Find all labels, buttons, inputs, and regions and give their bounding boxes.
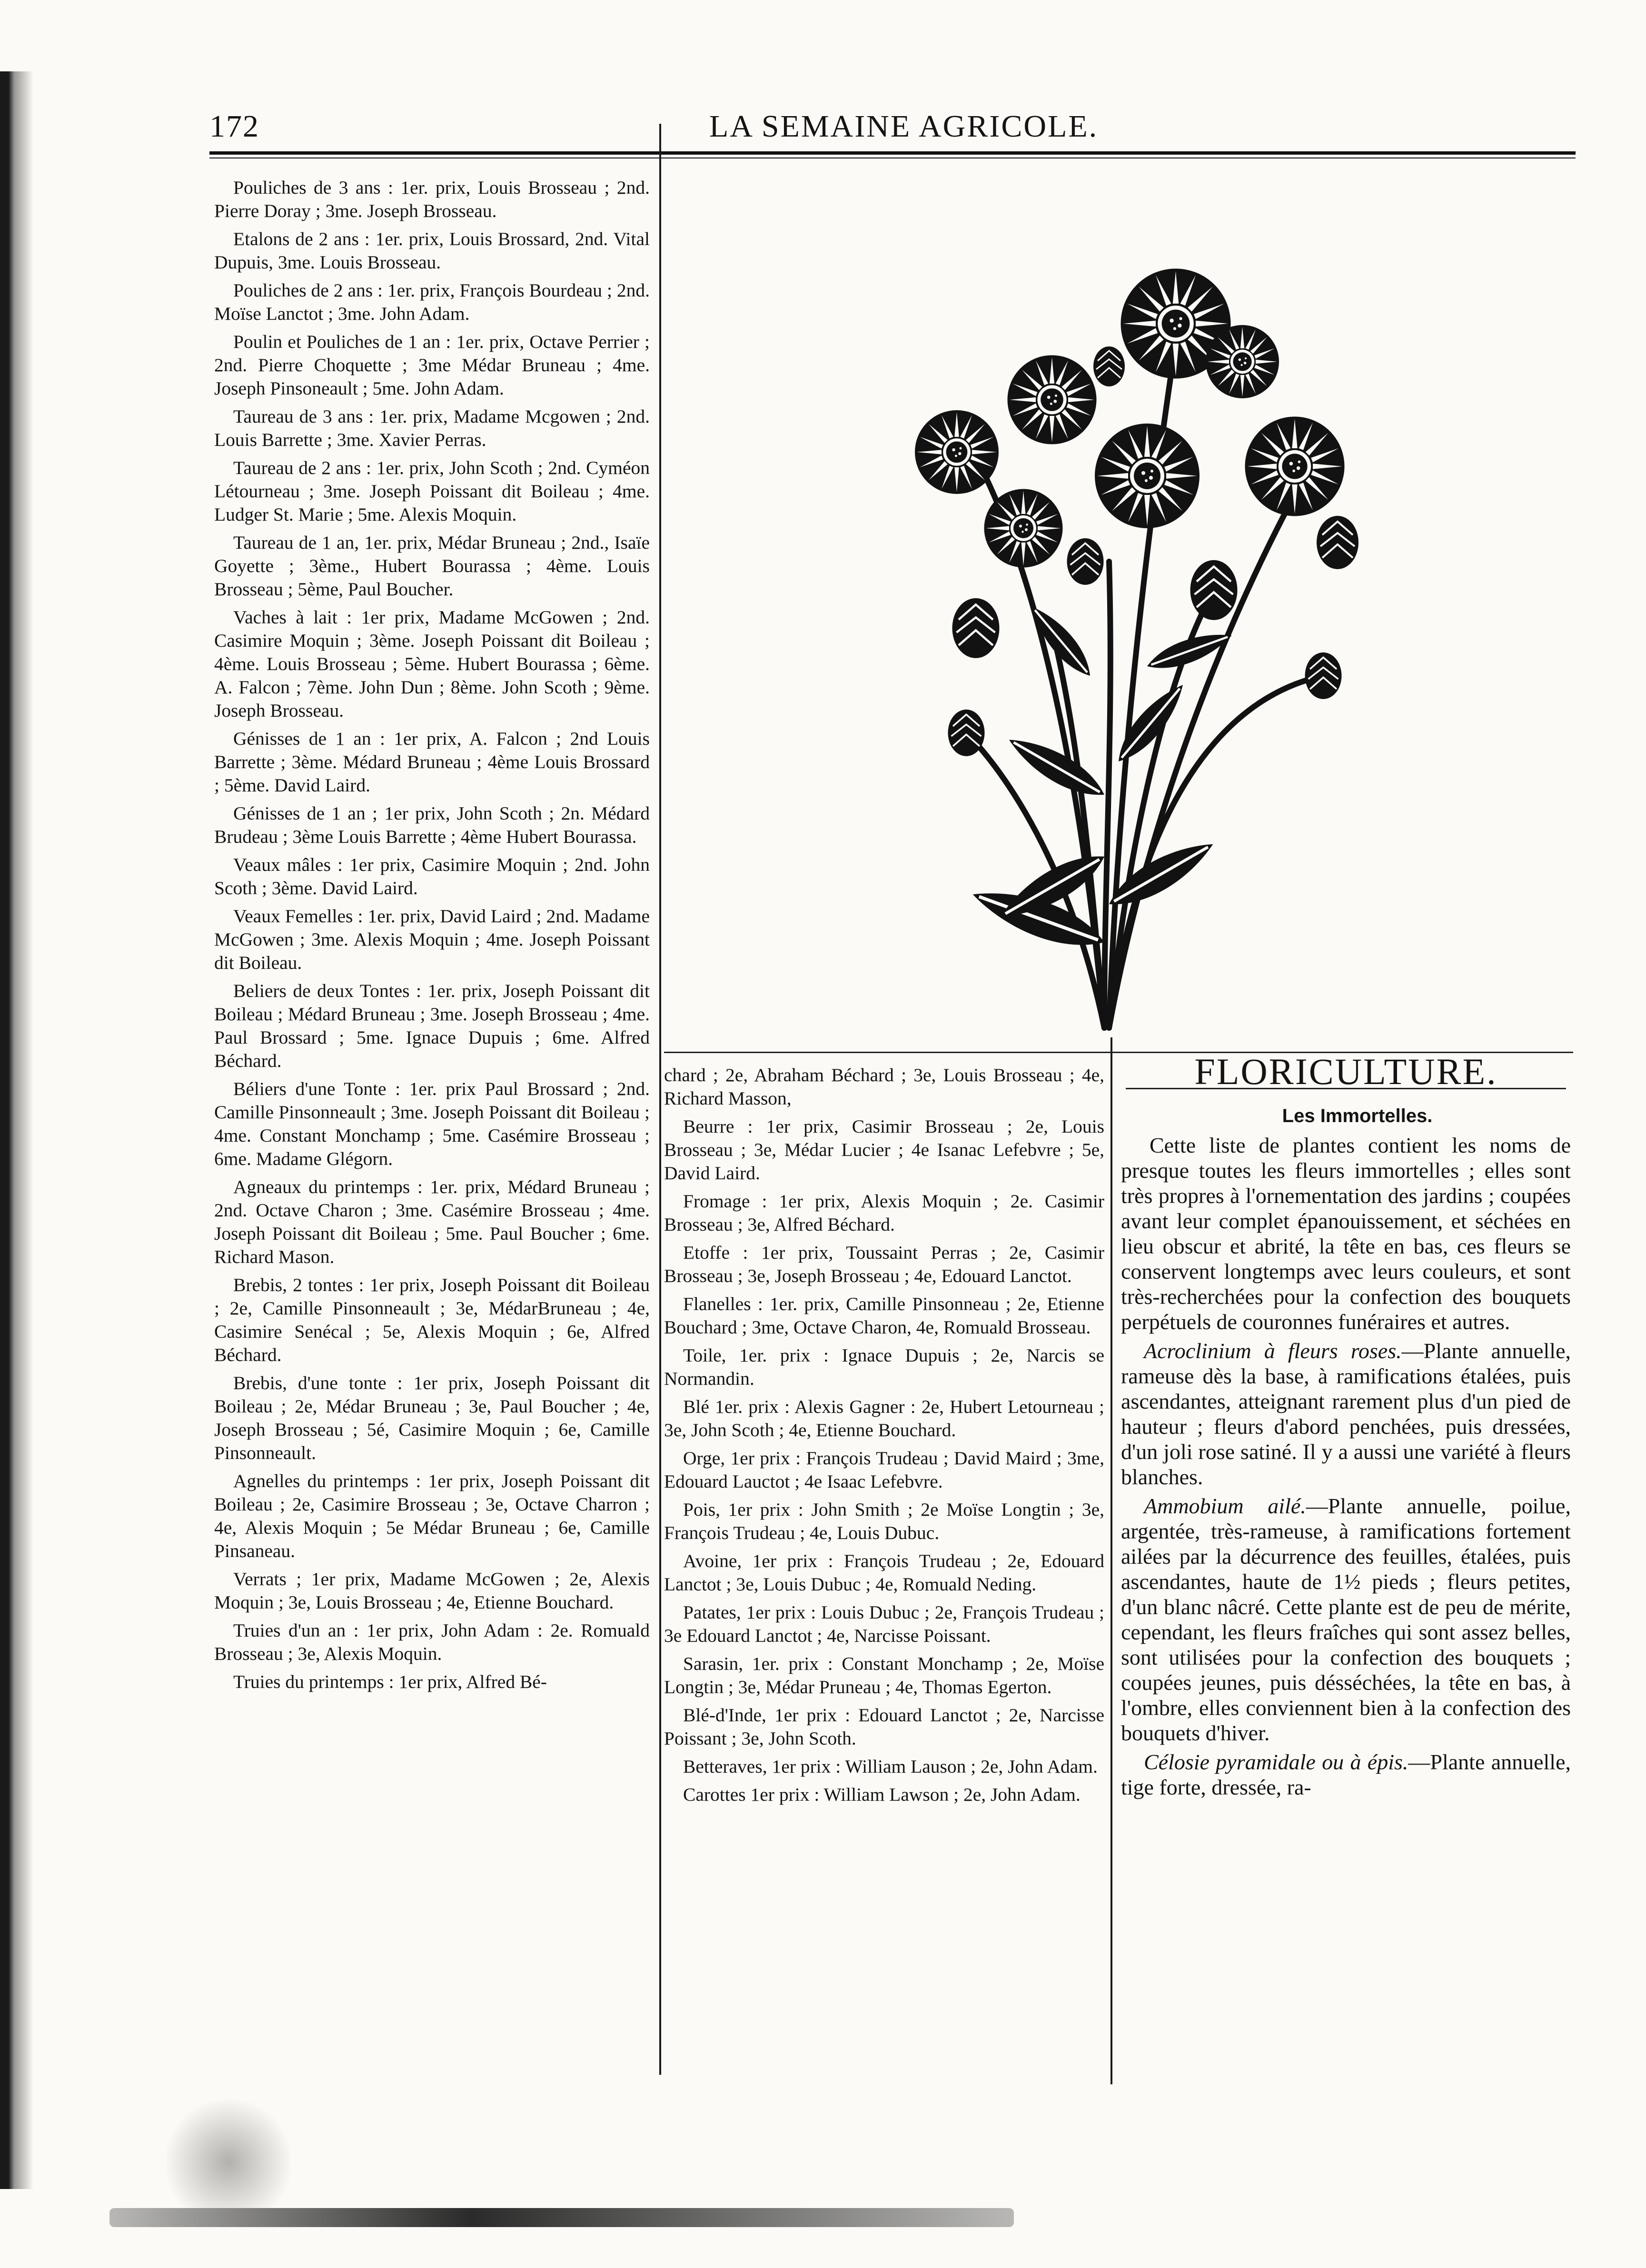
prize-entry: Patates, 1er prix : Louis Dubuc ; 2e, François Trudeau ; 3e Edouard Lanctot ; 4e, Narcisse Poissant. — [664, 1602, 1104, 1646]
plant-entry — [1121, 1493, 1571, 1745]
prize-entry: Béliers d'une Tonte : 1er. prix Paul Brossard ; 2nd. Camille Pinsonneault ; 3me. Joseph Poissant dit Boileau ; 4me. Constant Monchamp ; 5me. Casémire Brosseau ; 6me. Madame Glégorn. — [214, 1078, 650, 1169]
page-bottom-smudge — [109, 2208, 1014, 2227]
plant-name: Acroclinium à fleurs roses. — [1144, 1339, 1402, 1363]
plant-description: —Plante annuelle, poilue, argentée, très-rameuse, à ramifications fortement ailées par la décurrence des feuilles, étalées, puis ascendantes, haute de 1½ pieds ; fleurs petites, d'un blanc nâcré. Cette plante est de peu de mérite, cependant, les fleurs fraîches qui sont assez belles, sont utilisées pour la confection des bouquets ; coupées jeunes, puis désséchées, la tête en bas, à l'ombre, elles conviennent bien à la confection des bouquets d'hiver. — [1121, 1494, 1571, 1745]
prize-entry: Pois, 1er prix : John Smith ; 2e Moïse Longtin ; 3e, François Trudeau ; 4e, Louis Dubuc. — [664, 1499, 1104, 1543]
prize-entry: Betteraves, 1er prix : William Lauson ; 2e, John Adam. — [683, 1756, 1098, 1777]
prize-entry: Flanelles : 1er. prix, Camille Pinsonneau ; 2e, Etienne Bouchard ; 3me, Octave Charon, 4e, Romuald Brosseau. — [664, 1293, 1104, 1338]
prize-entry: Carottes 1er prix : William Lawson ; 2e, John Adam. — [683, 1784, 1081, 1805]
prize-entry: Orge, 1er prix : François Trudeau ; David Maird ; 3me, Edouard Lauctot ; 4e Isaac Lefebvre. — [664, 1448, 1104, 1492]
plant-name: Célosie pyramidale ou à épis. — [1144, 1750, 1408, 1774]
prize-entry: Blé-d'Inde, 1er prix : Edouard Lanctot ; 2e, Narcisse Poissant ; 3e, John Scoth. — [664, 1705, 1104, 1749]
prize-entry: Blé 1er. prix : Alexis Gagner : 2e, Hubert Letourneau ; 3e, John Scoth ; 4e, Etienne Bouchard. — [664, 1396, 1104, 1440]
page-number: 172 — [209, 109, 259, 144]
prize-entry: Avoine, 1er prix : François Trudeau ; 2e, Edouard Lanctot ; 3e, Louis Dubuc ; 4e, Romuald Neding. — [664, 1550, 1104, 1595]
plant-entry — [1121, 1338, 1571, 1489]
prize-entry: Pouliches de 3 ans : 1er. prix, Louis Brosseau ; 2nd. Pierre Doray ; 3me. Joseph Brosseau. — [214, 177, 650, 221]
prize-entry: Etalons de 2 ans : 1er. prix, Louis Brossard, 2nd. Vital Dupuis, 3me. Louis Brosseau. — [214, 228, 650, 273]
prize-entry: Taureau de 3 ans : 1er. prix, Madame Mcgowen ; 2nd. Louis Barrette ; 3me. Xavier Perras. — [214, 406, 650, 450]
journal-title: LA SEMAINE AGRICOLE. — [709, 109, 1099, 144]
article-intro: Cette liste de plantes contient les noms de presque toutes les fleurs immortelles ; elles sont très propres à l'ornementation des jardins ; coupées avant leur complet épanouissement, et séchées en lieu obscur et abrité, la tête en bas, ces fleurs se conservent longtemps avec leurs couleurs, et sont très-recherchées pour la confection des bouquets perpétuels de couronnes funéraires et autres. — [1121, 1133, 1571, 1334]
prize-entry: Fromage : 1er prix, Alexis Moquin ; 2e. Casimir Brosseau ; 3e, Alfred Béchard. — [664, 1191, 1104, 1235]
prize-entry: Verrats ; 1er prix, Madame McGowen ; 2e, Alexis Moquin ; 3e, Louis Brosseau ; 4e, Etienne Bouchard. — [214, 1568, 650, 1613]
binding-edge-shadow — [0, 71, 33, 2189]
prize-entry: Etoffe : 1er prix, Toussaint Perras ; 2e, Casimir Brosseau ; 3e, Joseph Brosseau ; 4e, Edouard Lanctot. — [664, 1242, 1104, 1286]
prize-list-column-middle — [664, 1064, 1104, 1811]
prize-entry: Génisses de 1 an : 1er prix, A. Falcon ; 2nd Louis Barrette ; 3ème. Médard Bruneau ; 4ème Louis Brossard ; 5ème. David Laird. — [214, 728, 650, 796]
everlasting-flowers-engraving-icon — [881, 200, 1452, 1047]
prize-entry: Brebis, 2 tontes : 1er prix, Joseph Poissant dit Boileau ; 2e, Camille Pinsonneault ; 3e, MédarBruneau ; 4e, Casimire Senécal ; 5e, Alexis Moquin ; 6e, Alfred Béchard. — [214, 1274, 650, 1365]
prize-entry: Pouliches de 2 ans : 1er. prix, François Bourdeau ; 2nd. Moïse Lanctot ; 3me. John Adam. — [214, 280, 650, 324]
prize-entry: Taureau de 2 ans : 1er. prix, John Scoth ; 2nd. Cyméon Létourneau ; 3me. Joseph Poissant dit Boileau ; 4me. Ludger St. Marie ; 5me. Alexis Moquin. — [214, 457, 650, 525]
prize-entry: Toile, 1er. prix : Ignace Dupuis ; 2e, Narcis se Normandin. — [664, 1345, 1104, 1389]
prize-entry: Agneaux du printemps : 1er. prix, Médard Bruneau ; 2nd. Octave Charon ; 3me. Casémire Brosseau ; 4me. Joseph Poissant dit Boileau ; 5me. Paul Boucher ; 6me. Richard Mason. — [214, 1176, 650, 1267]
prize-entry: Génisses de 1 an ; 1er prix, John Scoth ; 2n. Médard Brudeau ; 3ème Louis Barrette ; 4ème Hubert Bourassa. — [214, 803, 650, 847]
prize-entry: chard ; 2e, Abraham Béchard ; 3e, Louis Brosseau ; 4e, Richard Masson, — [664, 1065, 1104, 1109]
column-divider-left — [659, 124, 661, 2075]
article-subtitle: Les Immortelles. — [1282, 1105, 1433, 1126]
plant-description: —Plante annuelle, tige forte, dressée, ra- — [1121, 1750, 1571, 1799]
prize-entry: Truies du printemps : 1er prix, Alfred Bé- — [233, 1671, 547, 1692]
page-stain — [167, 2094, 290, 2208]
prize-entry: Agnelles du printemps : 1er prix, Joseph Poissant dit Boileau ; 2e, Casimire Brosseau ; 3e, Octave Charron ; 4e, Alexis Moquin ; 5e Médar Bruneau ; 6e, Camille Pinsaneau. — [214, 1470, 650, 1561]
section-title: FLORICULTURE. — [1194, 1051, 1497, 1092]
column-divider-right — [1111, 1037, 1112, 2084]
plant-entry — [1121, 1749, 1571, 1800]
prize-entry: Brebis, d'une tonte : 1er prix, Joseph Poissant dit Boileau ; 2e, Médar Bruneau ; 3e, Paul Boucher ; 4e, Joseph Brosseau ; 5é, Casimire Moquin ; 6e, Camille Pinsonneault. — [214, 1372, 650, 1463]
prize-entry: Veaux mâles : 1er prix, Casimire Moquin ; 2nd. John Scoth ; 3ème. David Laird. — [214, 854, 650, 898]
plant-name: Ammobium ailé. — [1144, 1494, 1306, 1518]
prize-entry: Poulin et Pouliches de 1 an : 1er. prix, Octave Perrier ; 2nd. Pierre Choquette ; 3me Médar Bruneau ; 4me. Joseph Pinsoneault ; 5me. John Adam. — [214, 331, 650, 399]
prize-entry: Veaux Femelles : 1er. prix, David Laird ; 2nd. Madame McGowen ; 3me. Alexis Moquin ; 4me. Joseph Poissant dit Boileau. — [214, 906, 650, 973]
floriculture-article — [1121, 1051, 1571, 1804]
prize-list-column-left — [214, 176, 650, 1698]
header-rule — [209, 151, 1576, 158]
prize-entry: Sarasin, 1er. prix : Constant Monchamp ; 2e, Moïse Longtin ; 3e, Médar Pruneau ; 4e, Thomas Egerton. — [664, 1653, 1104, 1697]
prize-entry: Beurre : 1er prix, Casimir Brosseau ; 2e, Louis Brosseau ; 3e, Médar Lucier ; 4e Isanac Lefebvre ; 5e, David Laird. — [664, 1116, 1104, 1183]
prize-entry: Vaches à lait : 1er prix, Madame McGowen ; 2nd. Casimire Moquin ; 3ème. Joseph Poissant dit Boileau ; 4ème. Louis Brosseau ; 5ème. Hubert Bourassa ; 6ème. A. Falcon ; 7ème. John Dun ; 8ème. John Scoth ; 9ème. Joseph Brosseau. — [214, 607, 650, 721]
prize-entry: Beliers de deux Tontes : 1er. prix, Joseph Poissant dit Boileau ; Médard Bruneau ; 3me. Joseph Brosseau ; 4me. Paul Brossard ; 5me. Ignace Dupuis ; 6me. Alfred Béchard. — [214, 980, 650, 1071]
prize-entry: Taureau de 1 an, 1er. prix, Médar Bruneau ; 2nd., Isaïe Goyette ; 3ème., Hubert Bourassa ; 4ème. Louis Brosseau ; 5ème, Paul Boucher. — [214, 532, 650, 600]
prize-entry: Truies d'un an : 1er prix, John Adam : 2e. Romuald Brosseau ; 3e, Alexis Moquin. — [214, 1620, 650, 1664]
plant-description: —Plante annuelle, rameuse dès la base, à ramifications étalées, puis ascendantes, atteignant rarement plus d'un pied de hauteur ; fleurs d'abord penchées, puis dressées, d'un joli rose satiné. Il y a aussi une variété à fleurs blanches. — [1121, 1339, 1571, 1489]
